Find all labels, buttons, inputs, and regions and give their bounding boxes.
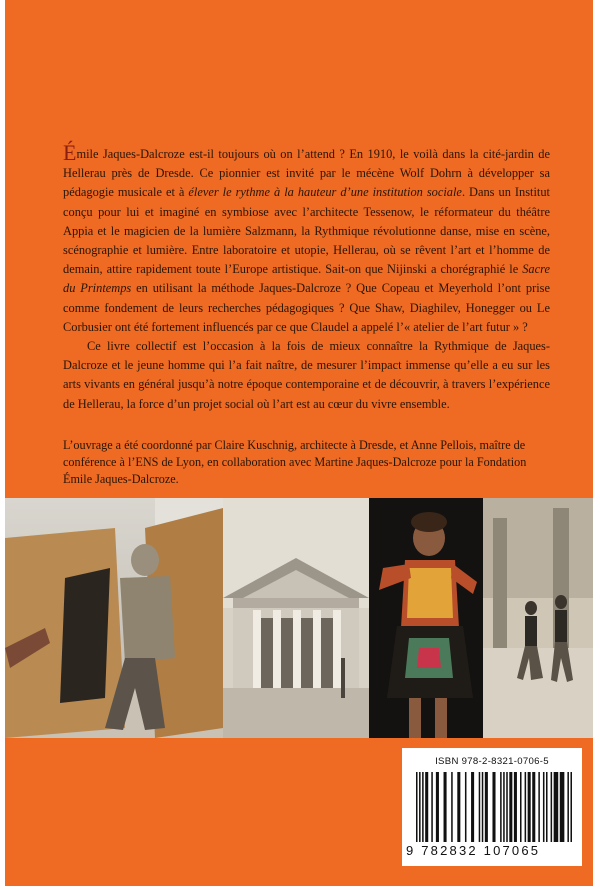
barcode-bar [560,772,565,842]
barcode-bar [554,772,559,842]
barcode-bar [570,772,572,842]
barcode-bar [520,772,522,842]
barcode [414,772,574,842]
barcode-bar [485,772,488,842]
isbn-barcode-box [402,748,582,866]
barcode-bar [503,772,505,842]
barcode-bar [546,772,548,842]
barcode-bar [567,772,569,842]
drop-cap: É [63,140,77,165]
barcode-bar [416,772,418,842]
credits-paragraph: L’ouvrage a été coordonné par Claire Kuschnig, architecte à Dresde, et Anne Pellois, maître de conférence à l’ENS de Lyon, en collaboration avec Martine Jaques-Dalcroze pour la Fondation Émile Jaques-Dalcroze. [63,437,527,486]
barcode-bar [436,772,439,842]
photo-contemporary-dance-panels [5,498,223,738]
barcode-bar [422,772,424,842]
isbn-label: ISBN 978-2-8321-0706-5 [435,756,549,767]
photo-hellerau-festival-theatre [223,498,369,738]
barcode-bar [492,772,495,842]
blurb-paragraph-2: Ce livre collectif est l’occasion à la fois de mieux connaître la Rythmique de Jaques-Dalcroze et le jeune homme qui l’a fait naître, de mesurer l’impact immense qu’elle a eu sur les arts vivants en général jusqu’à notre époque contemporaine et de découvrir, à travers l’expérience de Hellerau, la force d’un projet social où l’art est au cœur du vivre ensemble. [63,339,550,411]
photo-historical-eurhythmics-dancers [483,498,593,738]
barcode-bar [525,772,527,842]
isbn-digits: 9 782832 107065 [406,843,541,858]
barcode-bar [419,772,421,842]
barcode-bar [479,772,481,842]
barcode-bar [543,772,545,842]
barcode-bar [451,772,453,842]
barcode-bar [500,772,502,842]
barcode-bar [509,772,512,842]
barcode-bar [465,772,467,842]
barcode-bar [506,772,508,842]
barcode-bar [528,772,531,842]
barcode-bar [514,772,517,842]
barcode-bar [532,772,535,842]
barcode-bar [482,772,484,842]
barcode-bar [551,772,553,842]
back-cover [5,0,593,886]
blurb-paragraph-1: Émile Jaques-Dalcroze est-il toujours où on l’attend ? En 1910, le voilà dans la cité-jardin de Hellerau près de Dresde. Ce pionnier est invité par le mécène Wolf Dohrn à développer sa pédagogie musicale et à élever le rythme à la hauteur d’une institution sociale. Dans un Institut conçu pour lui et imaginé en symbiose avec l’architecte Tessenow, le réformateur du théâtre Appia et le magicien de la lumière Salzmann, la Rythmique révolutionne danse, mise en scène, scénographie et lumière. Entre laboratoire et utopie, Hellerau, où se rêvent l’art et l’homme de demain, attire rapidement toute l’Europe artistique. Sait-on que Nijinski a chorégraphié le Sacre du Printemps en utilisant la méthode Jaques-Dalcroze ? Que Copeau et Meyerhold l’ont prise comme fondement de leurs recherches pédagogiques ? Que Shaw, Diaghilev, Honegger ou Le Corbusier ont été fortement influencés par ce que Claudel a appelé l’« atelier de l’art futur » ? [63,140,550,334]
blurb-text [63,140,550,488]
photo-strip [5,498,593,738]
barcode-bar [457,772,460,842]
barcode-bar [444,772,447,842]
barcode-bar [431,772,433,842]
barcode-bar [471,772,474,842]
barcode-bar [425,772,428,842]
photo-performer-in-costume [369,498,483,738]
barcode-bar [538,772,540,842]
